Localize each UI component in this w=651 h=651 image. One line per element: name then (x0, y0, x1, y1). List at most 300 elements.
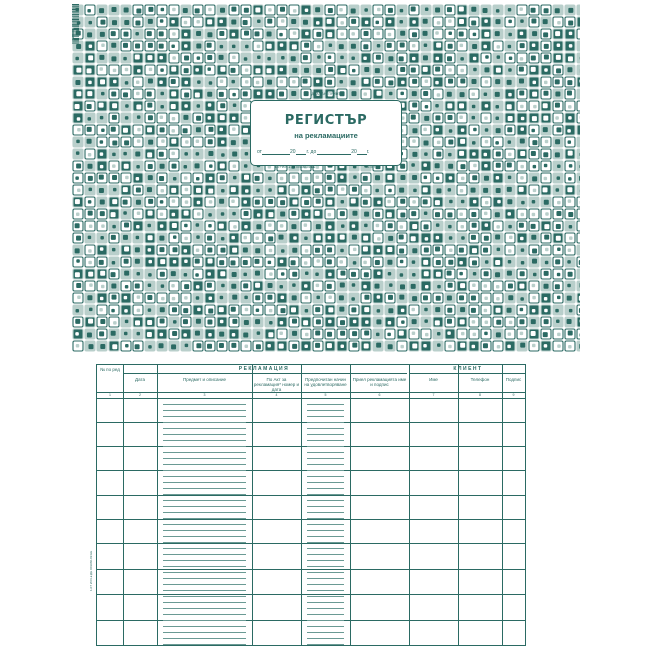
pattern-tile (229, 317, 239, 327)
pattern-tile (361, 17, 371, 27)
pattern-tile (337, 77, 347, 87)
pattern-tile (145, 53, 155, 63)
pattern-tile (277, 185, 287, 195)
pattern-tile (445, 233, 455, 243)
pattern-tile (73, 185, 83, 195)
pattern-tile (517, 161, 527, 171)
pattern-tile (145, 149, 155, 159)
pattern-tile (361, 65, 371, 75)
pattern-tile (181, 101, 191, 111)
pattern-tile (529, 137, 539, 147)
pattern-tile (421, 269, 431, 279)
pattern-tile (181, 221, 191, 231)
pattern-tile (517, 257, 527, 267)
pattern-tile (97, 257, 107, 267)
pattern-tile (481, 317, 491, 327)
pattern-tile (373, 317, 383, 327)
pattern-tile (349, 233, 359, 243)
pattern-tile (133, 233, 143, 243)
pattern-tile (493, 101, 503, 111)
year-blank-1[interactable] (296, 149, 306, 155)
pattern-tile (517, 125, 527, 135)
pattern-tile (157, 113, 167, 123)
pattern-tile (433, 293, 443, 303)
pattern-tile (205, 257, 215, 267)
pattern-tile (481, 149, 491, 159)
pattern-tile (97, 329, 107, 339)
pattern-tile (169, 341, 179, 351)
pattern-tile (325, 233, 335, 243)
pattern-tile (133, 29, 143, 39)
writing-line (307, 506, 344, 507)
pattern-tile (553, 161, 563, 171)
print-code-right: № 0074 (366, 165, 377, 169)
pattern-tile (517, 113, 527, 123)
writing-line (163, 458, 246, 459)
pattern-tile (337, 221, 347, 231)
pattern-tile (541, 89, 551, 99)
pattern-tile (241, 305, 251, 315)
pattern-tile (409, 125, 419, 135)
print-codes (251, 165, 401, 169)
pattern-tile (529, 113, 539, 123)
pattern-tile (73, 53, 83, 63)
pattern-tile (97, 125, 107, 135)
pattern-tile (445, 137, 455, 147)
pattern-tile (217, 29, 227, 39)
pattern-tile (361, 305, 371, 315)
pattern-tile (157, 161, 167, 171)
pattern-tile (385, 269, 395, 279)
pattern-tile (457, 305, 467, 315)
pattern-tile (133, 113, 143, 123)
column-header-date: Дата (135, 377, 145, 382)
barcode-icon (72, 4, 79, 44)
pattern-tile (313, 221, 323, 231)
pattern-tile (145, 89, 155, 99)
pattern-tile (469, 317, 479, 327)
pattern-tile (157, 53, 167, 63)
pattern-tile (541, 197, 551, 207)
pattern-tile (85, 185, 95, 195)
pattern-tile (493, 65, 503, 75)
pattern-tile (433, 149, 443, 159)
pattern-tile (73, 305, 83, 315)
pattern-tile (181, 65, 191, 75)
pattern-tile (469, 29, 479, 39)
pattern-tile (577, 53, 580, 63)
writing-line (163, 506, 246, 507)
pattern-tile (421, 29, 431, 39)
pattern-tile (565, 341, 575, 351)
pattern-tile (169, 113, 179, 123)
pattern-tile (229, 41, 239, 51)
pattern-tile (265, 17, 275, 27)
pattern-tile (157, 293, 167, 303)
pattern-tile (505, 221, 515, 231)
pattern-tile (457, 149, 467, 159)
pattern-tile (505, 305, 515, 315)
pattern-tile (217, 341, 227, 351)
pattern-tile (541, 41, 551, 51)
pattern-tile (169, 317, 179, 327)
pattern-tile (493, 329, 503, 339)
pattern-tile (457, 125, 467, 135)
pattern-tile (241, 221, 251, 231)
pattern-tile (349, 53, 359, 63)
pattern-tile (229, 137, 239, 147)
pattern-tile (301, 233, 311, 243)
pattern-tile (253, 341, 263, 351)
pattern-tile (397, 305, 407, 315)
pattern-tile (553, 113, 563, 123)
pattern-tile (481, 209, 491, 219)
pattern-tile (133, 89, 143, 99)
pattern-tile (217, 101, 227, 111)
pattern-tile (253, 29, 263, 39)
pattern-tile (457, 293, 467, 303)
pattern-tile (97, 305, 107, 315)
pattern-tile (205, 41, 215, 51)
date-to-label: г. до (306, 149, 317, 155)
column-divider (157, 365, 158, 645)
pattern-tile (205, 89, 215, 99)
pattern-tile (277, 5, 287, 15)
pattern-tile (181, 317, 191, 327)
pattern-tile (277, 269, 287, 279)
pattern-tile (157, 5, 167, 15)
pattern-tile (469, 5, 479, 15)
pattern-tile (505, 161, 515, 171)
pattern-tile (493, 89, 503, 99)
pattern-tile (325, 245, 335, 255)
pattern-tile (193, 53, 203, 63)
pattern-tile (349, 329, 359, 339)
pattern-tile (109, 245, 119, 255)
pattern-tile (193, 89, 203, 99)
pattern-tile (445, 245, 455, 255)
pattern-tile (457, 233, 467, 243)
pattern-tile (217, 17, 227, 27)
pattern-tile (421, 113, 431, 123)
pattern-tile (541, 53, 551, 63)
pattern-tile (313, 173, 323, 183)
pattern-tile (373, 173, 383, 183)
pattern-tile (193, 341, 203, 351)
pattern-tile (481, 113, 491, 123)
pattern-tile (205, 137, 215, 147)
pattern-tile (421, 197, 431, 207)
pattern-tile (337, 329, 347, 339)
pattern-tile (229, 269, 239, 279)
pattern-tile (493, 77, 503, 87)
pattern-tile (397, 209, 407, 219)
pattern-tile (469, 197, 479, 207)
print-code-left: 1-07 ИЗЧ-в ДЕ 003960-09 ЕЕ (275, 165, 316, 169)
column-header-accepted: Приел рекламацията име и подпис (352, 377, 407, 387)
pattern-tile (469, 329, 479, 339)
pattern-tile (289, 233, 299, 243)
pattern-tile (505, 185, 515, 195)
pattern-tile (325, 173, 335, 183)
writing-line (307, 476, 344, 477)
pattern-tile (481, 5, 491, 15)
pattern-tile (265, 173, 275, 183)
pattern-tile (109, 41, 119, 51)
pattern-tile (385, 257, 395, 267)
pattern-tile (277, 329, 287, 339)
column-header-act: По Акт за рекламация* номер и дата (253, 377, 300, 392)
pattern-tile (325, 281, 335, 291)
pattern-tile (241, 197, 251, 207)
pattern-tile (361, 173, 371, 183)
pattern-tile (241, 53, 251, 63)
pattern-tile (301, 41, 311, 51)
pattern-tile (145, 209, 155, 219)
pattern-tile (349, 257, 359, 267)
pattern-tile (229, 65, 239, 75)
pattern-tile (577, 137, 580, 147)
writing-line (163, 428, 246, 429)
pattern-tile (205, 161, 215, 171)
pattern-tile (409, 5, 419, 15)
writing-line (307, 458, 344, 459)
pattern-tile (217, 137, 227, 147)
pattern-tile (493, 17, 503, 27)
pattern-tile (85, 77, 95, 87)
pattern-tile (193, 17, 203, 27)
pattern-tile (421, 233, 431, 243)
pattern-tile (289, 305, 299, 315)
pattern-tile (505, 41, 515, 51)
pattern-tile (493, 173, 503, 183)
pattern-tile (361, 185, 371, 195)
pattern-tile (157, 137, 167, 147)
pattern-tile (145, 305, 155, 315)
pattern-tile (121, 257, 131, 267)
pattern-tile (445, 29, 455, 39)
writing-line (307, 416, 344, 417)
pattern-tile (325, 53, 335, 63)
date-from-blank[interactable] (262, 149, 290, 155)
pattern-tile (385, 185, 395, 195)
pattern-tile (505, 173, 515, 183)
pattern-tile (469, 185, 479, 195)
pattern-tile (85, 53, 95, 63)
pattern-tile (385, 17, 395, 27)
writing-line (163, 578, 246, 579)
pattern-tile (265, 257, 275, 267)
group-header-complaint: РЕКЛАМАЦИЯ (238, 366, 290, 372)
pattern-tile (529, 329, 539, 339)
pattern-tile (229, 329, 239, 339)
pattern-tile (301, 209, 311, 219)
writing-line (307, 632, 344, 633)
pattern-tile (109, 65, 119, 75)
pattern-tile (325, 29, 335, 39)
pattern-tile (541, 233, 551, 243)
pattern-tile (457, 101, 467, 111)
pattern-tile (445, 101, 455, 111)
pattern-tile (277, 221, 287, 231)
pattern-tile (481, 29, 491, 39)
pattern-tile (265, 317, 275, 327)
pattern-tile (241, 209, 251, 219)
pattern-tile (85, 137, 95, 147)
writing-line (307, 584, 344, 585)
pattern-tile (529, 245, 539, 255)
pattern-tile (277, 17, 287, 27)
pattern-tile (421, 17, 431, 27)
pattern-tile (145, 77, 155, 87)
pattern-tile (217, 173, 227, 183)
pattern-tile (565, 149, 575, 159)
pattern-tile (217, 53, 227, 63)
pattern-tile (73, 317, 83, 327)
pattern-tile (205, 185, 215, 195)
pattern-tile (241, 77, 251, 87)
pattern-tile (457, 137, 467, 147)
pattern-tile (97, 173, 107, 183)
pattern-tile (421, 317, 431, 327)
pattern-tile (361, 329, 371, 339)
pattern-tile (565, 329, 575, 339)
pattern-tile (85, 65, 95, 75)
pattern-tile (577, 281, 580, 291)
barcode-bar (72, 34, 79, 35)
pattern-tile (157, 89, 167, 99)
pattern-tile (73, 245, 83, 255)
pattern-tile (493, 53, 503, 63)
pattern-tile (349, 17, 359, 27)
pattern-tile (97, 341, 107, 351)
pattern-tile (529, 281, 539, 291)
pattern-tile (145, 65, 155, 75)
pattern-tile (145, 269, 155, 279)
pattern-tile (133, 305, 143, 315)
pattern-tile (181, 77, 191, 87)
pattern-tile (97, 245, 107, 255)
year-blank-2[interactable] (357, 149, 367, 155)
pattern-tile (109, 269, 119, 279)
barcode-bar (72, 19, 79, 20)
pattern-tile (253, 41, 263, 51)
pattern-tile (373, 221, 383, 231)
pattern-tile (553, 221, 563, 231)
writing-line (163, 410, 246, 411)
pattern-tile (289, 281, 299, 291)
pattern-tile (157, 173, 167, 183)
pattern-tile (157, 329, 167, 339)
pattern-tile (457, 29, 467, 39)
pattern-tile (73, 281, 83, 291)
table-row-rule (97, 495, 525, 496)
pattern-tile (505, 17, 515, 27)
pattern-tile (325, 65, 335, 75)
pattern-tile (553, 125, 563, 135)
pattern-tile (469, 113, 479, 123)
pattern-tile (265, 221, 275, 231)
pattern-tile (109, 209, 119, 219)
pattern-tile (505, 197, 515, 207)
pattern-tile (517, 65, 527, 75)
pattern-tile (169, 269, 179, 279)
pattern-tile (577, 257, 580, 267)
pattern-tile (181, 329, 191, 339)
pattern-tile (541, 341, 551, 351)
pattern-tile (181, 89, 191, 99)
writing-line (307, 548, 344, 549)
pattern-tile (85, 269, 95, 279)
pattern-tile (193, 149, 203, 159)
pattern-tile (241, 185, 251, 195)
pattern-tile (433, 161, 443, 171)
pattern-tile (553, 149, 563, 159)
pattern-tile (133, 293, 143, 303)
pattern-tile (361, 269, 371, 279)
column-header-signature: Подпис (505, 377, 522, 382)
pattern-tile (193, 65, 203, 75)
pattern-tile (145, 281, 155, 291)
pattern-tile (301, 281, 311, 291)
pattern-tile (433, 17, 443, 27)
pattern-tile (409, 53, 419, 63)
pattern-tile (349, 317, 359, 327)
pattern-tile (457, 197, 467, 207)
pattern-tile (481, 269, 491, 279)
pattern-tile (421, 137, 431, 147)
pattern-tile (397, 317, 407, 327)
pattern-tile (265, 5, 275, 15)
pattern-tile (553, 53, 563, 63)
pattern-tile (325, 341, 335, 351)
pattern-tile (181, 341, 191, 351)
pattern-tile (193, 161, 203, 171)
pattern-tile (313, 197, 323, 207)
barcode-bar (72, 21, 79, 22)
pattern-tile (241, 317, 251, 327)
pattern-tile (577, 125, 580, 135)
pattern-tile (433, 269, 443, 279)
pattern-tile (457, 173, 467, 183)
date-to-blank[interactable] (317, 149, 351, 155)
pattern-tile (277, 233, 287, 243)
pattern-tile (205, 125, 215, 135)
pattern-tile (349, 65, 359, 75)
pattern-tile (517, 77, 527, 87)
pattern-tile (145, 5, 155, 15)
pattern-tile (385, 53, 395, 63)
writing-line (163, 494, 246, 495)
pattern-tile (109, 185, 119, 195)
pattern-tile (397, 329, 407, 339)
barcode-bar (72, 33, 79, 34)
pattern-tile (157, 341, 167, 351)
pattern-tile (493, 149, 503, 159)
pattern-tile (253, 17, 263, 27)
pattern-tile (553, 341, 563, 351)
pattern-tile (541, 281, 551, 291)
pattern-tile (217, 233, 227, 243)
pattern-tile (433, 185, 443, 195)
pattern-tile (229, 209, 239, 219)
pattern-tile (73, 149, 83, 159)
pattern-tile (421, 329, 431, 339)
pattern-tile (553, 269, 563, 279)
writing-line (307, 638, 344, 639)
pattern-tile (121, 245, 131, 255)
pattern-tile (493, 245, 503, 255)
